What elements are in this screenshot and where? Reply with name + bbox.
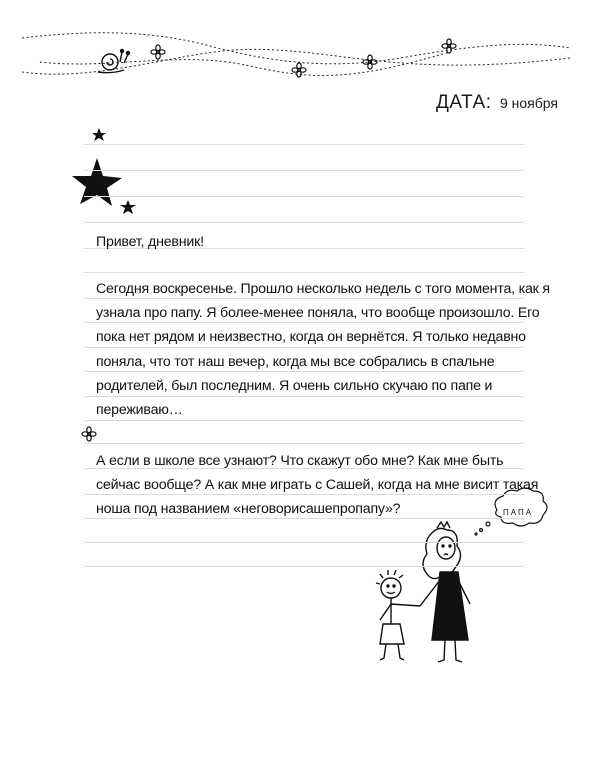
- paragraph-line: узнала про папу. Я более-менее поняла, что вообще произошло. Его: [96, 305, 540, 322]
- paragraph-line: Сегодня воскресенье. Прошло несколько недель с того момента, как я: [96, 281, 550, 297]
- paragraph-2: [96, 449, 539, 522]
- paragraph-line: А если в школе все узнают? Что скажут обо мне? Как мне быть: [96, 453, 504, 469]
- date-label: ДАТА:: [436, 92, 492, 113]
- paragraph-line: пока нет рядом и неизвестно, когда он вернётся. Я только недавно: [96, 329, 526, 346]
- paragraph-line: ноша под названием «неговорисашепропапу»?: [96, 501, 401, 518]
- date-heading: [436, 92, 558, 114]
- paragraph-line: сейчас вообще? А как мне играть с Сашей, когда на мне висит такая: [96, 477, 539, 494]
- paragraph-line: родителей, был последним. Я очень сильно скучаю по папе и: [96, 377, 493, 394]
- thought-bubble-text: ПАПА: [503, 508, 534, 517]
- greeting: Привет, дневник!: [96, 234, 204, 250]
- date-value: 9 ноября: [499, 95, 558, 111]
- paragraph-line: поняла, что тот наш вечер, когда мы все собрались в спальне: [96, 353, 495, 370]
- paragraph-line: переживаю…: [96, 402, 183, 419]
- paragraph-1: [96, 277, 550, 422]
